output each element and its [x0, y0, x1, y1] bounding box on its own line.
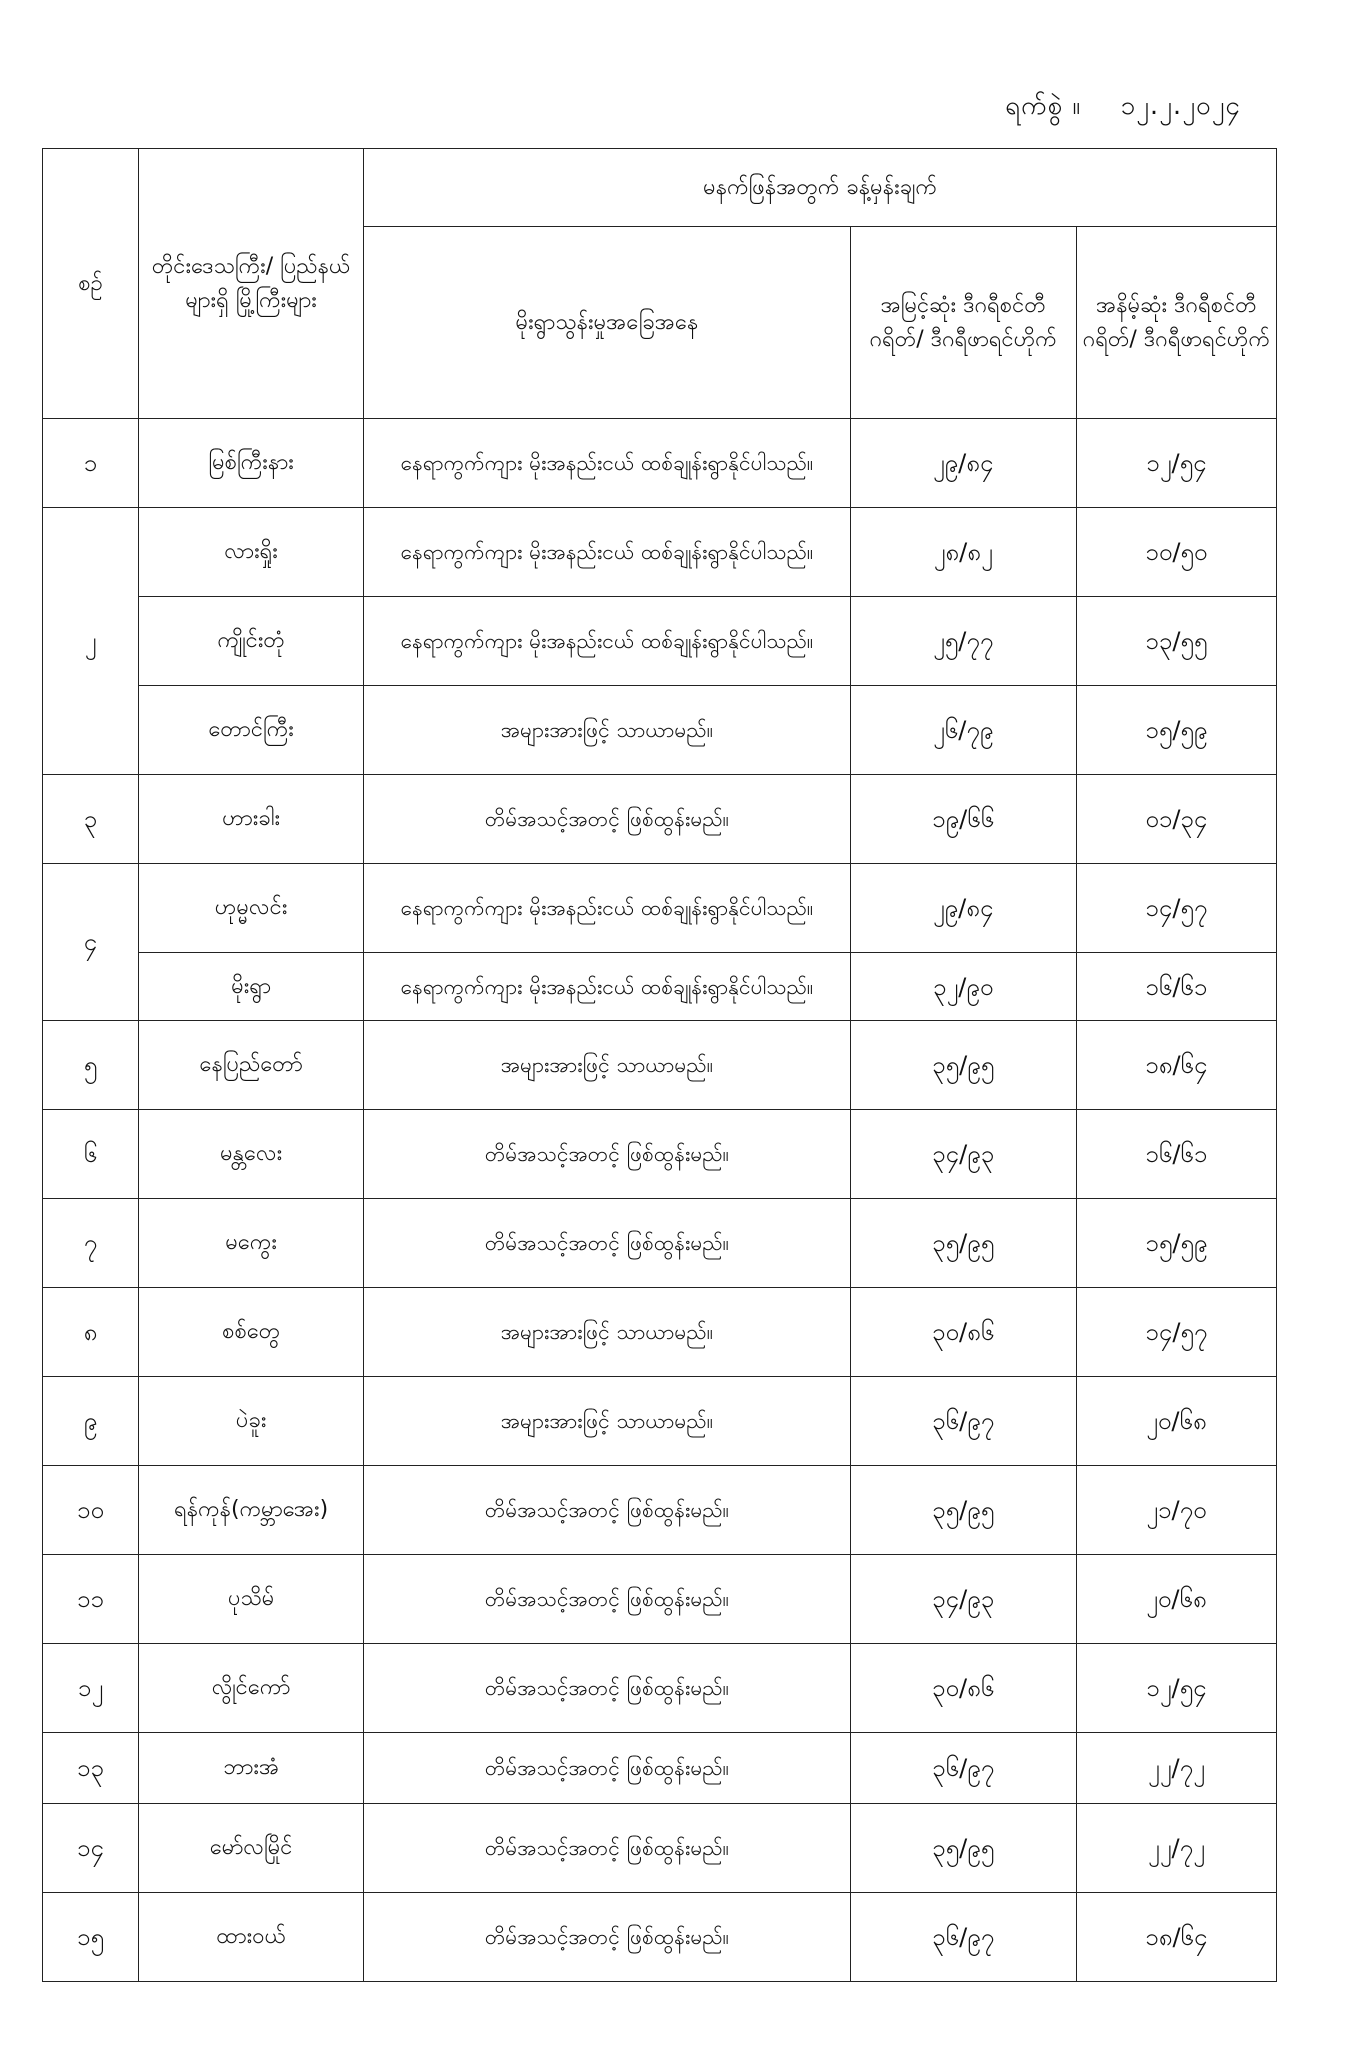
table-row [43, 1466, 1277, 1555]
town-name: လားရှိုး [139, 508, 364, 597]
rain-condition: အများအားဖြင့် သာယာမည်။ [364, 1377, 850, 1466]
max-temperature: ၃၆/၉၇ [850, 1893, 1076, 1982]
table-row [43, 864, 1277, 953]
town-name: ဟားခါး [139, 775, 364, 864]
rain-condition: တိမ်အသင့်အတင့် ဖြစ်ထွန်းမည်။ [364, 1804, 850, 1893]
row-number: ၇ [43, 1199, 139, 1288]
table-row [43, 1644, 1277, 1733]
max-temperature: ၃၀/၈၆ [850, 1644, 1076, 1733]
row-number: ၁၅ [43, 1893, 139, 1982]
max-temperature: ၂၈/၈၂ [850, 508, 1076, 597]
rain-condition: နေရာကွက်ကျား မိုးအနည်းငယ် ထစ်ချုန်းရွာနိုင်ပါသည်။ [364, 419, 850, 508]
row-number: ၁၀ [43, 1466, 139, 1555]
town-name: ဟုမ္မလင်း [139, 864, 364, 953]
min-temperature: ၁၆/၆၁ [1076, 1110, 1276, 1199]
town-name: နေပြည်တော် [139, 1021, 364, 1110]
max-temperature: ၃၅/၉၅ [850, 1199, 1076, 1288]
town-name: မကွေး [139, 1199, 364, 1288]
header-no: စဉ် [43, 149, 139, 419]
row-number: ၁၃ [43, 1733, 139, 1804]
table-row [43, 419, 1277, 508]
header-min-temp: အနိမ့်ဆုံး ဒီဂရီစင်တီဂရိတ်/ ဒီဂရီဖာရင်ဟိုက် [1076, 227, 1276, 419]
min-temperature: ၁၀/၅၀ [1076, 508, 1276, 597]
max-temperature: ၂၅/၇၇ [850, 597, 1076, 686]
rain-condition: နေရာကွက်ကျား မိုးအနည်းငယ် ထစ်ချုန်းရွာနိုင်ပါသည်။ [364, 597, 850, 686]
row-number: ၂ [43, 508, 139, 775]
min-temperature: ၁၃/၅၅ [1076, 597, 1276, 686]
date-label: ရက်စွဲ ။ [1005, 91, 1082, 121]
town-name: ပဲခူး [139, 1377, 364, 1466]
town-name: တောင်ကြီး [139, 686, 364, 775]
rain-condition: တိမ်အသင့်အတင့် ဖြစ်ထွန်းမည်။ [364, 1893, 850, 1982]
max-temperature: ၂၉/၈၄ [850, 419, 1076, 508]
min-temperature: ၁၄/၅၇ [1076, 864, 1276, 953]
rain-condition: တိမ်အသင့်အတင့် ဖြစ်ထွန်းမည်။ [364, 1733, 850, 1804]
town-name: ရန်ကုန်(ကမ္ဘာအေး) [139, 1466, 364, 1555]
min-temperature: ၂၀/၆၈ [1076, 1377, 1276, 1466]
forecast-table [42, 148, 1277, 1982]
table-row [43, 953, 1277, 1021]
rain-condition: နေရာကွက်ကျား မိုးအနည်းငယ် ထစ်ချုန်းရွာနိုင်ပါသည်။ [364, 953, 850, 1021]
min-temperature: ၁၂/၅၄ [1076, 1644, 1276, 1733]
max-temperature: ၂၆/၇၉ [850, 686, 1076, 775]
min-temperature: ၁၆/၆၁ [1076, 953, 1276, 1021]
row-number: ၃ [43, 775, 139, 864]
town-name: စစ်တွေ [139, 1288, 364, 1377]
table-row [43, 1555, 1277, 1644]
date-line [997, 88, 1241, 127]
min-temperature: ၁၂/၅၄ [1076, 419, 1276, 508]
max-temperature: ၃၅/၉၅ [850, 1466, 1076, 1555]
min-temperature: ၂၂/၇၂ [1076, 1804, 1276, 1893]
row-number: ၁၄ [43, 1804, 139, 1893]
max-temperature: ၃၄/၉၃ [850, 1110, 1076, 1199]
row-number: ၄ [43, 864, 139, 1021]
town-name: ကျိုင်းတုံ [139, 597, 364, 686]
max-temperature: ၃၀/၈၆ [850, 1288, 1076, 1377]
min-temperature: ၁၄/၅၇ [1076, 1288, 1276, 1377]
row-number: ၁၁ [43, 1555, 139, 1644]
town-name: လွိုင်ကော် [139, 1644, 364, 1733]
town-name: မန္တလေး [139, 1110, 364, 1199]
max-temperature: ၂၉/၈၄ [850, 864, 1076, 953]
town-name: ဘားအံ [139, 1733, 364, 1804]
town-name: ပုသိမ် [139, 1555, 364, 1644]
rain-condition: တိမ်အသင့်အတင့် ဖြစ်ထွန်းမည်။ [364, 1644, 850, 1733]
rain-condition: အများအားဖြင့် သာယာမည်။ [364, 1021, 850, 1110]
min-temperature: ၁၅/၅၉ [1076, 686, 1276, 775]
max-temperature: ၃၅/၉၅ [850, 1021, 1076, 1110]
table-header [43, 149, 1277, 419]
table-row [43, 1733, 1277, 1804]
table-row [43, 597, 1277, 686]
max-temperature: ၃၆/၉၇ [850, 1377, 1076, 1466]
rain-condition: အများအားဖြင့် သာယာမည်။ [364, 686, 850, 775]
min-temperature: ၂၀/၆၈ [1076, 1555, 1276, 1644]
table-row [43, 1804, 1277, 1893]
table-row [43, 775, 1277, 864]
min-temperature: ၁၈/၆၄ [1076, 1893, 1276, 1982]
max-temperature: ၃၅/၉၅ [850, 1804, 1076, 1893]
row-number: ၁ [43, 419, 139, 508]
row-number: ၆ [43, 1110, 139, 1199]
rain-condition: တိမ်အသင့်အတင့် ဖြစ်ထွန်းမည်။ [364, 1199, 850, 1288]
rain-condition: တိမ်အသင့်အတင့် ဖြစ်ထွန်းမည်။ [364, 1555, 850, 1644]
town-name: မိုးရွာ [139, 953, 364, 1021]
town-name: မြစ်ကြီးနား [139, 419, 364, 508]
rain-condition: တိမ်အသင့်အတင့် ဖြစ်ထွန်းမည်။ [364, 1110, 850, 1199]
max-temperature: ၃၆/၉၇ [850, 1733, 1076, 1804]
min-temperature: ၁၅/၅၉ [1076, 1199, 1276, 1288]
table-row [43, 686, 1277, 775]
min-temperature: ၂၂/၇၂ [1076, 1733, 1276, 1804]
min-temperature: ၂၁/၇၀ [1076, 1466, 1276, 1555]
rain-condition: နေရာကွက်ကျား မိုးအနည်းငယ် ထစ်ချုန်းရွာနိုင်ပါသည်။ [364, 864, 850, 953]
row-number: ၈ [43, 1288, 139, 1377]
min-temperature: ၁၈/၆၄ [1076, 1021, 1276, 1110]
date-value: ၁၂.၂.၂၀၂၄ [1120, 91, 1241, 121]
town-name: ထားဝယ် [139, 1893, 364, 1982]
row-number: ၉ [43, 1377, 139, 1466]
table-body [43, 419, 1277, 1982]
rain-condition: တိမ်အသင့်အတင့် ဖြစ်ထွန်းမည်။ [364, 775, 850, 864]
row-number: ၁၂ [43, 1644, 139, 1733]
rain-condition: တိမ်အသင့်အတင့် ဖြစ်ထွန်းမည်။ [364, 1466, 850, 1555]
table-row [43, 1288, 1277, 1377]
header-max-temp: အမြင့်ဆုံး ဒီဂရီစင်တီဂရိတ်/ ဒီဂရီဖာရင်ဟိုက် [850, 227, 1076, 419]
header-town: တိုင်းဒေသကြီး/ ပြည်နယ်များရှိ မြို့ကြီးများ [139, 149, 364, 419]
min-temperature: ၀၁/၃၄ [1076, 775, 1276, 864]
table-row [43, 1377, 1277, 1466]
table-row [43, 508, 1277, 597]
table-row [43, 1110, 1277, 1199]
max-temperature: ၁၉/၆၆ [850, 775, 1076, 864]
max-temperature: ၃၄/၉၃ [850, 1555, 1076, 1644]
header-forecast-group: မနက်ဖြန်အတွက် ခန့်မှန်းချက် [364, 149, 1277, 227]
town-name: မော်လမြိုင် [139, 1804, 364, 1893]
header-condition: မိုးရွာသွန်းမှုအခြေအနေ [364, 227, 850, 419]
table-row [43, 1021, 1277, 1110]
table-row [43, 1893, 1277, 1982]
table-row [43, 1199, 1277, 1288]
row-number: ၅ [43, 1021, 139, 1110]
rain-condition: အများအားဖြင့် သာယာမည်။ [364, 1288, 850, 1377]
rain-condition: နေရာကွက်ကျား မိုးအနည်းငယ် ထစ်ချုန်းရွာနိုင်ပါသည်။ [364, 508, 850, 597]
max-temperature: ၃၂/၉၀ [850, 953, 1076, 1021]
